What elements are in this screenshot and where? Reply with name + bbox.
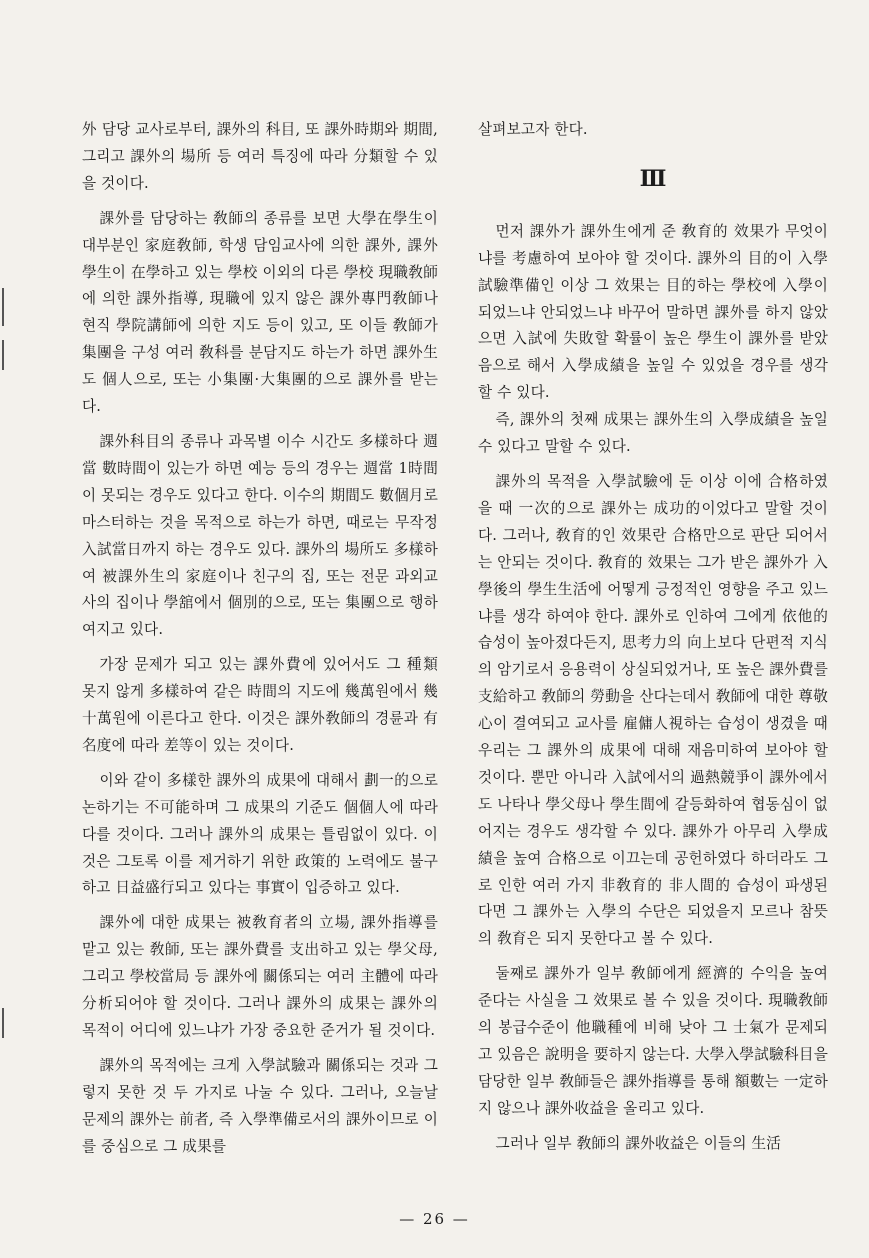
scan-margin-mark xyxy=(2,340,4,370)
paragraph: 課外의 목적에는 크게 入學試驗과 關係되는 것과 그렇지 못한 것 두 가지로 나눌 수 있다. 그러나, 오늘날 문제의 課外는 前者, 즉 入學準備로서의 課外이므로 이를 중심으로 그 成果를 xyxy=(82,1056,438,1155)
paragraph: 그러나 일부 敎師의 課外收益은 이들의 生活 xyxy=(495,1134,782,1152)
paragraph: 外 담당 교사로부터, 課外의 科目, 또 課外時期와 期間, 그리고 課外의 場所 등 여러 특징에 따라 分類할 수 있을 것이다. xyxy=(82,121,438,192)
paragraph: 이와 같이 多樣한 課外의 成果에 대해서 劃一的으로 논하기는 不可能하며 그 成果의 기준도 個個人에 따라 다를 것이다. 그러나 課外의 成果는 틀림없이 있다. 이것은 그토록 이를 제거하기 위한 政策的 노력에도 불구하고 日益盛行되고 있다는 事實이 입증하고 있다. xyxy=(82,771,438,897)
paragraph-continuation: 살펴보고자 한다. xyxy=(478,121,588,138)
paragraph: 課外의 목적을 入學試驗에 둔 이상 이에 合格하였을 때 一次的으로 課外는 成功的이었다고 말할 것이다. 그러나, 敎育的인 效果란 合格만으로 판단 되어서는 안되는 것이다. 敎育的 效果는 그가 받은 課外가 入學後의 學生生活에 어떻게 긍정적인 영향을 주고 있느냐를 생각 하여야 한다. 課外로 인하여 그에게 依他的 습성이 높아졌다든지, 思考力의 向上보다 단편적 지식의 암기로서 응용력이 상실되었거나, 또 높은 課外費를 支給하고 敎師의 勞動을 산다는데서 敎師에 대한 尊敬心이 결여되고 교사를 雇傭人視하는 습성이 생겼을 때 우리는 그 課外의 成果에 대해 재음미하여 보아야 할 것이다. 뿐만 아니라 入試에서의 過熱競爭이 課外에서도 나타나 學父母나 學生間에 갈등화하여 협동심이 없어지는 경우도 생각할 수 있다. 課外가 아무리 入學成績을 높여 合格으로 이끄는데 공헌하였다 하더라도 그로 인한 여러 가지 非敎育的 非人間的 습성이 파생된다면 그 課外는 入學의 수단은 되었을지 모르나 참뜻의 敎育은 되지 못한다고 볼 수 있다. xyxy=(478,472,828,948)
scan-margin-mark xyxy=(2,1008,4,1038)
paragraph: 가장 문제가 되고 있는 課外費에 있어서도 그 種類 못지 않게 多樣하여 같은 時間의 지도에 幾萬원에서 幾十萬원에 이른다고 한다. 이것은 課外敎師의 경륜과 有名度에 따라 差等이 있는 것이다. xyxy=(82,656,438,754)
paragraph: 課外를 담당하는 敎師의 종류를 보면 大學在學生이 대부분인 家庭敎師, 학생 담임교사에 의한 課外, 課外學生이 在學하고 있는 學校 이외의 다른 學校 現職敎師에 의한 課外指導, 現職에 있지 않은 課外專門敎師나 현직 學院講師에 의한 지도 등이 있고, 또 이들 敎師가 集團을 구성 여러 敎科를 분담지도 하는가 하면 課外生도 個人으로, 또는 小集團·大集團的으로 課外를 받는다. xyxy=(82,209,438,416)
paragraph: 課外에 대한 成果는 被敎育者의 立場, 課外指導를 맡고 있는 敎師, 또는 課外費를 支出하고 있는 學父母, 그리고 學校當局 등 課外에 關係되는 여러 主體에 따라 分析되어야 할 것이다. 그러나 課外의 成果는 課外의 목적이 어디에 있느냐가 가장 중요한 준거가 될 것이다. xyxy=(82,914,438,1039)
paragraph: 둘째로 課外가 일부 敎師에게 經濟的 수익을 높여 준다는 사실을 그 效果로 볼 수 있을 것이다. 現職敎師의 봉급수준이 他職種에 비해 낮아 그 士氣가 문제되고 있음은 說明을 要하지 않는다. 大學入學試驗科目을 담당한 일부 敎師들은 課外指導를 통해 額數는 一定하지 않으나 課外收益을 올리고 있다. xyxy=(478,965,828,1117)
page-number: — 26 — xyxy=(399,1210,470,1228)
left-column xyxy=(82,117,438,1161)
paragraph: 즉, 課外의 첫째 成果는 課外生의 入學成績을 높일 수 있다고 말할 수 있다. xyxy=(478,411,828,456)
right-column xyxy=(478,117,828,1158)
paragraph: 먼저 課外가 課外生에게 준 敎育的 效果가 무엇이냐를 考慮하여 보아야 할 것이다. 課外의 目的이 入學試驗準備인 이상 그 效果는 目的하는 學校에 入學이 되었느냐 안되었느냐 바꾸어 말하면 課外를 하지 않았으면 入試에 失敗할 확률이 높은 學生이 課外를 받았음으로 해서 入學成績을 높일 수 있었을 경우를 생각할 수 있다. xyxy=(478,222,828,402)
section-heading: Ⅲ xyxy=(639,165,667,192)
paragraph: 課外科目의 종류나 과목별 이수 시간도 多樣하다 週當 數時間이 있는가 하면 예능 등의 경우는 週當 1時間이 못되는 경우도 있다고 한다. 이수의 期間도 數個月로 마스터하는 것을 목적으로 하는가 하면, 때로는 무작정 入試當日까지 하는 경우도 있다. 課外의 場所도 多樣하여 被課外生의 家庭이나 친구의 집, 또는 전문 과외교사의 집이나 學舘에서 個別的으로, 또는 集團으로 행하여지고 있다. xyxy=(82,432,438,639)
scan-margin-mark xyxy=(2,288,4,326)
